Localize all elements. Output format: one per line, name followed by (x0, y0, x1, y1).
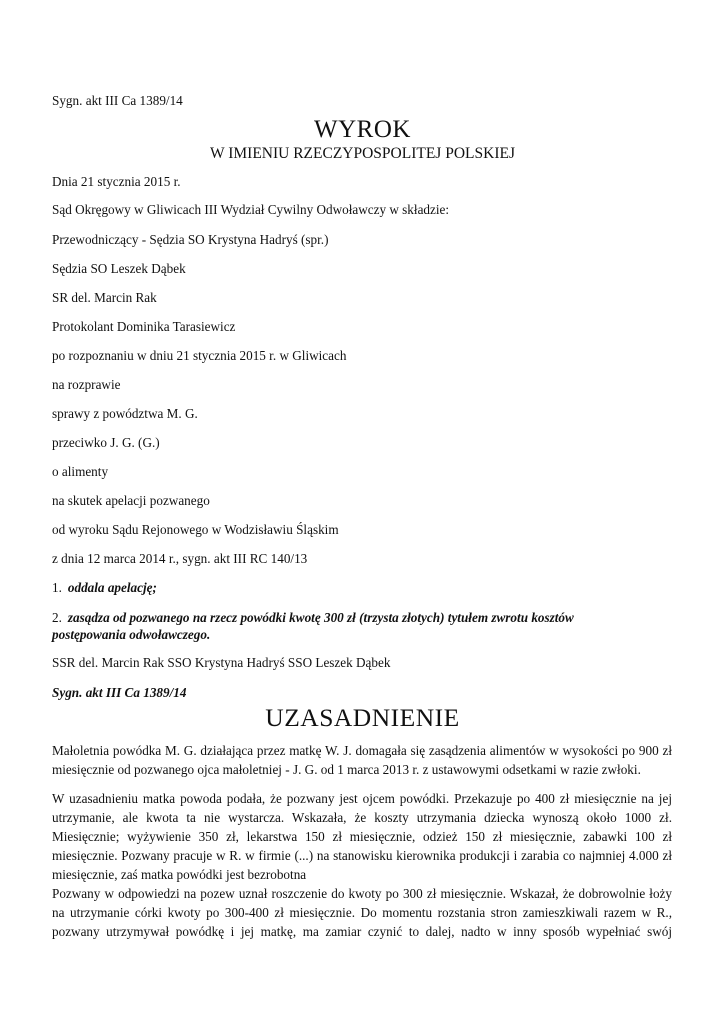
preamble-defendant: przeciwko J. G. (G.) (52, 435, 160, 450)
judgment-subtitle: W IMIENIU RZECZYPOSPOLITEJ POLSKIEJ (210, 145, 515, 162)
preamble-hearing-date: po rozpoznaniu w dniu 21 stycznia 2015 r. w Gliwicach (52, 348, 347, 363)
justification-paragraph: W uzasadnieniu matka powoda podała, że pozwany jest ojcem powódki. Przekazuje po 400 zł miesięcznie na jej utrzymanie, ale kwota ta nie wystarcza. Wskazała, że koszty utrzymania dziecka wynoszą około 1000 zł. Miesięcznie; wyżywienie 350 zł, lekarstwa 150 zł miesięcznie, odzież 150 zł miesięcznie, zabawki 100 zł miesięcznie. Pozwany pracuje w R. w firmie (...) na stanowisku kierownika produkcji i zarabia co najmniej 4.000 zł miesięcznie, zaś matka powódki jest bezrobotna (52, 791, 672, 882)
preamble-date: Dnia 21 stycznia 2015 r. (52, 174, 181, 189)
preamble-subject: o alimenty (52, 464, 109, 479)
case-number: Sygn. akt III Ca 1389/14 (52, 93, 183, 108)
preamble-hearing-type: na rozprawie (52, 377, 121, 392)
preamble-plaintiff: sprawy z powództwa M. G. (52, 406, 198, 421)
preamble-presiding-judge: Przewodniczący - Sędzia SO Krystyna Hadryś (spr.) (52, 232, 329, 247)
preamble-judge: Sędzia SO Leszek Dąbek (52, 261, 186, 276)
preamble-lower-court-ref: z dnia 12 marca 2014 r., sygn. akt III RC 140/13 (52, 551, 308, 566)
preamble-clerk: Protokolant Dominika Tarasiewicz (52, 319, 236, 334)
ruling-number: 1. (52, 580, 62, 595)
ruling-item-1 (52, 580, 157, 596)
justification-paragraph: Małoletnia powódka M. G. działająca przez matkę W. J. domagała się zasądzenia alimentów w wysokości po 900 zł miesięcznie od pozwanego ojca małoletniej - J. G. od 1 marca 2013 r. z ustawowymi odsetkami w razie zwłoki. (52, 743, 672, 777)
preamble-lower-court: od wyroku Sądu Rejonowego w Wodzisławiu Śląskim (52, 522, 339, 537)
signatures: SSR del. Marcin Rak SSO Krystyna Hadryś SSO Leszek Dąbek (52, 655, 391, 670)
judgment-title: WYROK (314, 116, 411, 143)
ruling-text: zasądza od pozwanego na rzecz powódki kwotę 300 zł (trzysta złotych) tytułem zwrotu kosztów (67, 610, 574, 625)
ruling-text-continued: postępowania odwoławczego. (52, 627, 211, 642)
justification-title: UZASADNIENIE (265, 703, 460, 732)
ruling-item-2 (52, 610, 574, 626)
preamble-delegated-judge: SR del. Marcin Rak (52, 290, 157, 305)
ruling-text: oddala apelację; (67, 580, 157, 595)
ruling-number: 2. (52, 610, 62, 625)
justification-paragraph: Pozwany w odpowiedzi na pozew uznał roszczenie do kwoty po 300 zł miesięcznie. Wskazał, że dobrowolnie łoży na utrzymanie córki kwoty po 300-400 zł miesięcznie. Do momentu rozstania stron zamieszkiwali razem w R., pozwany utrzymywał powódkę i jej matkę, ma zamiar czynić to dalej, nadto w inny sposób wypełniać swój (52, 886, 672, 939)
preamble-appeal: na skutek apelacji pozwanego (52, 493, 210, 508)
justification-case-number: Sygn. akt III Ca 1389/14 (52, 685, 187, 700)
preamble-court: Sąd Okręgowy w Gliwicach III Wydział Cywilny Odwoławczy w składzie: (52, 202, 450, 217)
